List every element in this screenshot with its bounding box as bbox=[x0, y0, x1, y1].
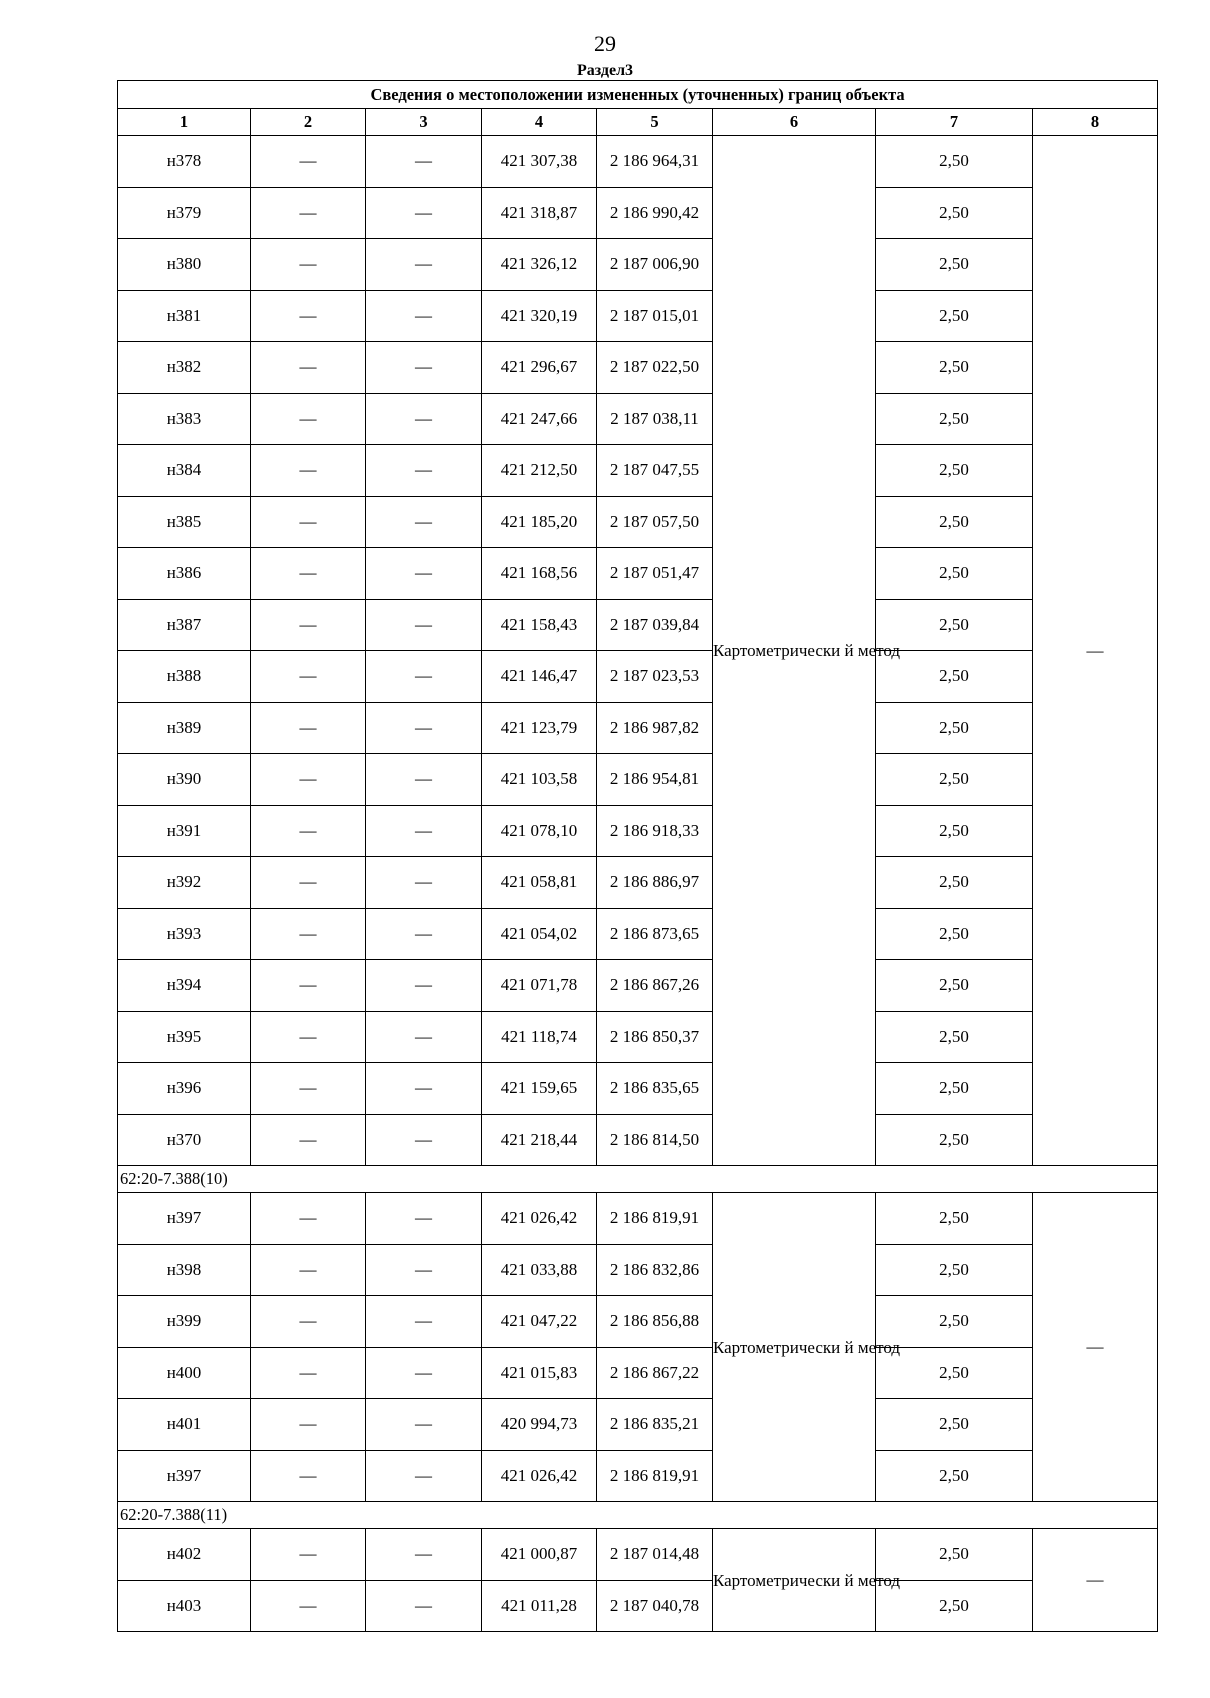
col2-cell: — bbox=[251, 702, 366, 754]
accuracy-cell: 2,50 bbox=[876, 187, 1033, 239]
table-row bbox=[118, 908, 1158, 960]
column-header: 1 bbox=[118, 109, 251, 136]
accuracy-cell: 2,50 bbox=[876, 1529, 1033, 1581]
col3-cell: — bbox=[366, 1193, 482, 1245]
col3-cell: — bbox=[366, 445, 482, 497]
col3-cell: — bbox=[366, 239, 482, 291]
accuracy-cell: 2,50 bbox=[876, 908, 1033, 960]
x-coordinate-cell: 421 296,67 bbox=[482, 342, 597, 394]
col2-cell: — bbox=[251, 1580, 366, 1632]
accuracy-cell: 2,50 bbox=[876, 239, 1033, 291]
col2-cell: — bbox=[251, 393, 366, 445]
y-coordinate-cell: 2 186 964,31 bbox=[597, 136, 713, 188]
accuracy-cell: 2,50 bbox=[876, 1580, 1033, 1632]
point-name-cell: н401 bbox=[118, 1399, 251, 1451]
table-row bbox=[118, 187, 1158, 239]
accuracy-cell: 2,50 bbox=[876, 702, 1033, 754]
x-coordinate-cell: 421 212,50 bbox=[482, 445, 597, 497]
col8-cell: — bbox=[1033, 1193, 1158, 1502]
col2-cell: — bbox=[251, 342, 366, 394]
point-name-cell: н370 bbox=[118, 1114, 251, 1166]
section-title: Раздел3 bbox=[576, 62, 634, 79]
cadastral-group-label: 62:20-7.388(10) bbox=[118, 1166, 1158, 1193]
table-row bbox=[118, 805, 1158, 857]
accuracy-cell: 2,50 bbox=[876, 599, 1033, 651]
accuracy-cell: 2,50 bbox=[876, 1114, 1033, 1166]
table-caption: Сведения о местоположении измененных (уточненных) границ объекта bbox=[118, 81, 1158, 109]
col2-cell: — bbox=[251, 239, 366, 291]
col3-cell: — bbox=[366, 651, 482, 703]
point-name-cell: н388 bbox=[118, 651, 251, 703]
column-header: 6 bbox=[713, 109, 876, 136]
table-row bbox=[118, 1011, 1158, 1063]
x-coordinate-cell: 421 159,65 bbox=[482, 1063, 597, 1115]
col3-cell: — bbox=[366, 805, 482, 857]
col2-cell: — bbox=[251, 908, 366, 960]
y-coordinate-cell: 2 187 038,11 bbox=[597, 393, 713, 445]
col3-cell: — bbox=[366, 342, 482, 394]
col2-cell: — bbox=[251, 1193, 366, 1245]
table-row bbox=[118, 342, 1158, 394]
accuracy-cell: 2,50 bbox=[876, 136, 1033, 188]
table-row bbox=[118, 496, 1158, 548]
point-name-cell: н402 bbox=[118, 1529, 251, 1581]
y-coordinate-cell: 2 186 856,88 bbox=[597, 1296, 713, 1348]
column-header: 2 bbox=[251, 109, 366, 136]
col2-cell: — bbox=[251, 1529, 366, 1581]
y-coordinate-cell: 2 186 990,42 bbox=[597, 187, 713, 239]
col2-cell: — bbox=[251, 960, 366, 1012]
col3-cell: — bbox=[366, 1580, 482, 1632]
col2-cell: — bbox=[251, 651, 366, 703]
y-coordinate-cell: 2 186 835,21 bbox=[597, 1399, 713, 1451]
col3-cell: — bbox=[366, 1011, 482, 1063]
x-coordinate-cell: 421 318,87 bbox=[482, 187, 597, 239]
col3-cell: — bbox=[366, 1114, 482, 1166]
point-name-cell: н382 bbox=[118, 342, 251, 394]
accuracy-cell: 2,50 bbox=[876, 445, 1033, 497]
boundary-coordinates-table bbox=[117, 80, 1158, 1632]
col2-cell: — bbox=[251, 1296, 366, 1348]
accuracy-cell: 2,50 bbox=[876, 1244, 1033, 1296]
y-coordinate-cell: 2 187 022,50 bbox=[597, 342, 713, 394]
col2-cell: — bbox=[251, 496, 366, 548]
point-name-cell: н400 bbox=[118, 1347, 251, 1399]
table-row bbox=[118, 393, 1158, 445]
col3-cell: — bbox=[366, 393, 482, 445]
col2-cell: — bbox=[251, 445, 366, 497]
table-row bbox=[118, 1063, 1158, 1115]
table-row bbox=[118, 136, 1158, 188]
accuracy-cell: 2,50 bbox=[876, 342, 1033, 394]
col2-cell: — bbox=[251, 548, 366, 600]
accuracy-cell: 2,50 bbox=[876, 754, 1033, 806]
col3-cell: — bbox=[366, 290, 482, 342]
col2-cell: — bbox=[251, 1063, 366, 1115]
y-coordinate-cell: 2 187 023,53 bbox=[597, 651, 713, 703]
col3-cell: — bbox=[366, 908, 482, 960]
column-header: 8 bbox=[1033, 109, 1158, 136]
table-row bbox=[118, 548, 1158, 600]
x-coordinate-cell: 421 071,78 bbox=[482, 960, 597, 1012]
group-header-row bbox=[118, 1502, 1158, 1529]
point-name-cell: н394 bbox=[118, 960, 251, 1012]
y-coordinate-cell: 2 187 014,48 bbox=[597, 1529, 713, 1581]
x-coordinate-cell: 421 307,38 bbox=[482, 136, 597, 188]
y-coordinate-cell: 2 186 835,65 bbox=[597, 1063, 713, 1115]
table-row bbox=[118, 857, 1158, 909]
group-header-row bbox=[118, 1166, 1158, 1193]
col3-cell: — bbox=[366, 702, 482, 754]
y-coordinate-cell: 2 187 051,47 bbox=[597, 548, 713, 600]
point-name-cell: н378 bbox=[118, 136, 251, 188]
column-header: 4 bbox=[482, 109, 597, 136]
accuracy-cell: 2,50 bbox=[876, 496, 1033, 548]
table-row bbox=[118, 239, 1158, 291]
x-coordinate-cell: 421 047,22 bbox=[482, 1296, 597, 1348]
col3-cell: — bbox=[366, 548, 482, 600]
table-row bbox=[118, 1529, 1158, 1581]
point-name-cell: н392 bbox=[118, 857, 251, 909]
x-coordinate-cell: 421 026,42 bbox=[482, 1193, 597, 1245]
col2-cell: — bbox=[251, 857, 366, 909]
table-row bbox=[118, 1244, 1158, 1296]
table-row bbox=[118, 702, 1158, 754]
table-row bbox=[118, 960, 1158, 1012]
point-name-cell: н383 bbox=[118, 393, 251, 445]
y-coordinate-cell: 2 187 039,84 bbox=[597, 599, 713, 651]
accuracy-cell: 2,50 bbox=[876, 805, 1033, 857]
accuracy-cell: 2,50 bbox=[876, 1011, 1033, 1063]
table-row bbox=[118, 651, 1158, 703]
table-row bbox=[118, 754, 1158, 806]
x-coordinate-cell: 421 058,81 bbox=[482, 857, 597, 909]
accuracy-cell: 2,50 bbox=[876, 1063, 1033, 1115]
col2-cell: — bbox=[251, 1347, 366, 1399]
accuracy-cell: 2,50 bbox=[876, 1450, 1033, 1502]
accuracy-cell: 2,50 bbox=[876, 960, 1033, 1012]
y-coordinate-cell: 2 186 873,65 bbox=[597, 908, 713, 960]
method-cell: Картометрически й метод bbox=[713, 1529, 876, 1632]
point-name-cell: н385 bbox=[118, 496, 251, 548]
method-cell: Картометрически й метод bbox=[713, 136, 876, 1166]
x-coordinate-cell: 421 247,66 bbox=[482, 393, 597, 445]
col2-cell: — bbox=[251, 754, 366, 806]
method-cell: Картометрически й метод bbox=[713, 1193, 876, 1502]
accuracy-cell: 2,50 bbox=[876, 290, 1033, 342]
col2-cell: — bbox=[251, 805, 366, 857]
point-name-cell: н399 bbox=[118, 1296, 251, 1348]
x-coordinate-cell: 421 000,87 bbox=[482, 1529, 597, 1581]
col3-cell: — bbox=[366, 136, 482, 188]
y-coordinate-cell: 2 187 015,01 bbox=[597, 290, 713, 342]
table-row bbox=[118, 1193, 1158, 1245]
accuracy-cell: 2,50 bbox=[876, 1399, 1033, 1451]
col3-cell: — bbox=[366, 960, 482, 1012]
col2-cell: — bbox=[251, 290, 366, 342]
col8-cell: — bbox=[1033, 136, 1158, 1166]
point-name-cell: н389 bbox=[118, 702, 251, 754]
y-coordinate-cell: 2 187 040,78 bbox=[597, 1580, 713, 1632]
point-name-cell: н398 bbox=[118, 1244, 251, 1296]
y-coordinate-cell: 2 186 886,97 bbox=[597, 857, 713, 909]
y-coordinate-cell: 2 186 819,91 bbox=[597, 1450, 713, 1502]
point-name-cell: н403 bbox=[118, 1580, 251, 1632]
x-coordinate-cell: 421 320,19 bbox=[482, 290, 597, 342]
accuracy-cell: 2,50 bbox=[876, 1347, 1033, 1399]
point-name-cell: н380 bbox=[118, 239, 251, 291]
y-coordinate-cell: 2 186 832,86 bbox=[597, 1244, 713, 1296]
x-coordinate-cell: 421 218,44 bbox=[482, 1114, 597, 1166]
y-coordinate-cell: 2 186 954,81 bbox=[597, 754, 713, 806]
point-name-cell: н384 bbox=[118, 445, 251, 497]
table-row bbox=[118, 1114, 1158, 1166]
x-coordinate-cell: 421 054,02 bbox=[482, 908, 597, 960]
col2-cell: — bbox=[251, 187, 366, 239]
table-row bbox=[118, 445, 1158, 497]
x-coordinate-cell: 421 103,58 bbox=[482, 754, 597, 806]
col3-cell: — bbox=[366, 599, 482, 651]
table-row bbox=[118, 1580, 1158, 1632]
x-coordinate-cell: 421 185,20 bbox=[482, 496, 597, 548]
x-coordinate-cell: 421 158,43 bbox=[482, 599, 597, 651]
x-coordinate-cell: 420 994,73 bbox=[482, 1399, 597, 1451]
point-name-cell: н397 bbox=[118, 1450, 251, 1502]
col3-cell: — bbox=[366, 1347, 482, 1399]
col3-cell: — bbox=[366, 1063, 482, 1115]
column-header: 3 bbox=[366, 109, 482, 136]
col3-cell: — bbox=[366, 496, 482, 548]
point-name-cell: н386 bbox=[118, 548, 251, 600]
point-name-cell: н381 bbox=[118, 290, 251, 342]
y-coordinate-cell: 2 186 867,22 bbox=[597, 1347, 713, 1399]
accuracy-cell: 2,50 bbox=[876, 651, 1033, 703]
cadastral-group-label: 62:20-7.388(11) bbox=[118, 1502, 1158, 1529]
table-row bbox=[118, 599, 1158, 651]
x-coordinate-cell: 421 326,12 bbox=[482, 239, 597, 291]
col3-cell: — bbox=[366, 1450, 482, 1502]
col2-cell: — bbox=[251, 1399, 366, 1451]
x-coordinate-cell: 421 146,47 bbox=[482, 651, 597, 703]
y-coordinate-cell: 2 187 006,90 bbox=[597, 239, 713, 291]
point-name-cell: н391 bbox=[118, 805, 251, 857]
y-coordinate-cell: 2 187 047,55 bbox=[597, 445, 713, 497]
table-row bbox=[118, 1296, 1158, 1348]
col8-cell: — bbox=[1033, 1529, 1158, 1632]
point-name-cell: н397 bbox=[118, 1193, 251, 1245]
col2-cell: — bbox=[251, 599, 366, 651]
col2-cell: — bbox=[251, 1011, 366, 1063]
table-body bbox=[118, 136, 1158, 1632]
col3-cell: — bbox=[366, 1244, 482, 1296]
col2-cell: — bbox=[251, 1114, 366, 1166]
point-name-cell: н393 bbox=[118, 908, 251, 960]
point-name-cell: н390 bbox=[118, 754, 251, 806]
col2-cell: — bbox=[251, 1450, 366, 1502]
accuracy-cell: 2,50 bbox=[876, 548, 1033, 600]
accuracy-cell: 2,50 bbox=[876, 1296, 1033, 1348]
accuracy-cell: 2,50 bbox=[876, 393, 1033, 445]
y-coordinate-cell: 2 186 987,82 bbox=[597, 702, 713, 754]
accuracy-cell: 2,50 bbox=[876, 857, 1033, 909]
x-coordinate-cell: 421 026,42 bbox=[482, 1450, 597, 1502]
col2-cell: — bbox=[251, 136, 366, 188]
x-coordinate-cell: 421 168,56 bbox=[482, 548, 597, 600]
table-row bbox=[118, 1347, 1158, 1399]
column-header: 5 bbox=[597, 109, 713, 136]
col3-cell: — bbox=[366, 187, 482, 239]
table-row bbox=[118, 1399, 1158, 1451]
point-name-cell: н387 bbox=[118, 599, 251, 651]
y-coordinate-cell: 2 186 814,50 bbox=[597, 1114, 713, 1166]
y-coordinate-cell: 2 186 918,33 bbox=[597, 805, 713, 857]
table-row bbox=[118, 1450, 1158, 1502]
page-number: 29 bbox=[594, 31, 616, 56]
col2-cell: — bbox=[251, 1244, 366, 1296]
col3-cell: — bbox=[366, 754, 482, 806]
y-coordinate-cell: 2 187 057,50 bbox=[597, 496, 713, 548]
table-row bbox=[118, 290, 1158, 342]
col3-cell: — bbox=[366, 1529, 482, 1581]
column-header: 7 bbox=[876, 109, 1033, 136]
col3-cell: — bbox=[366, 1296, 482, 1348]
col3-cell: — bbox=[366, 857, 482, 909]
y-coordinate-cell: 2 186 850,37 bbox=[597, 1011, 713, 1063]
x-coordinate-cell: 421 118,74 bbox=[482, 1011, 597, 1063]
x-coordinate-cell: 421 015,83 bbox=[482, 1347, 597, 1399]
x-coordinate-cell: 421 123,79 bbox=[482, 702, 597, 754]
accuracy-cell: 2,50 bbox=[876, 1193, 1033, 1245]
y-coordinate-cell: 2 186 819,91 bbox=[597, 1193, 713, 1245]
col3-cell: — bbox=[366, 1399, 482, 1451]
y-coordinate-cell: 2 186 867,26 bbox=[597, 960, 713, 1012]
point-name-cell: н396 bbox=[118, 1063, 251, 1115]
x-coordinate-cell: 421 078,10 bbox=[482, 805, 597, 857]
x-coordinate-cell: 421 011,28 bbox=[482, 1580, 597, 1632]
x-coordinate-cell: 421 033,88 bbox=[482, 1244, 597, 1296]
point-name-cell: н395 bbox=[118, 1011, 251, 1063]
point-name-cell: н379 bbox=[118, 187, 251, 239]
